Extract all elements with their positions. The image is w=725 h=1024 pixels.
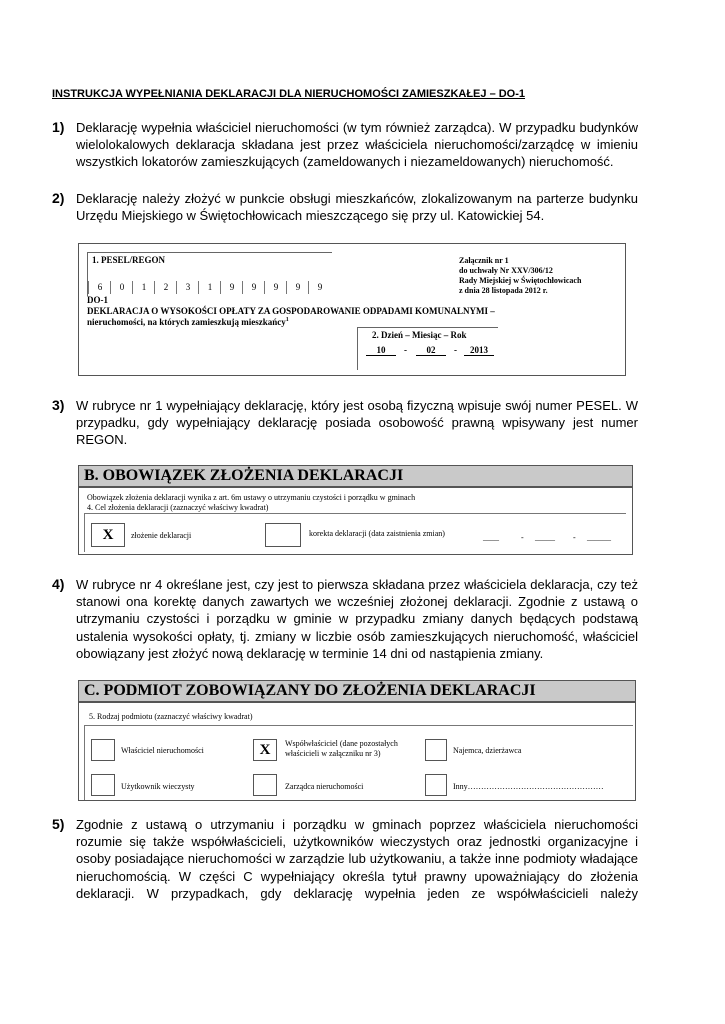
- date-year: 2013: [464, 345, 494, 356]
- coowner-checkbox[interactable]: X: [253, 739, 277, 761]
- pesel-digit: 9: [308, 281, 331, 294]
- paragraph-text: W rubryce nr 4 określane jest, czy jest to pierwsza składana przez właściciela deklaracja, czy też stanowi ona korektę danych zawartych we wcześniej złożonej deklaracji. Zgodnie z ustawą o utrzymaniu czystości i porządku w gminie w przypadku zmiany danych będących podstawą ustalenia wysokości opłaty, tj. zmiany w liczbie osób zamieszkujących nieruchomość, właściciel obowiązany jest złożyć nową deklarację w terminie 14 dni od nastąpienia zmiany.: [76, 577, 638, 661]
- paragraph-number: 3): [52, 397, 65, 413]
- paragraph-number: 2): [52, 190, 65, 206]
- coowner-label: [285, 739, 398, 759]
- option-submission-checkbox[interactable]: X: [91, 523, 125, 547]
- appendix-line: z dnia 28 listopada 2012 r.: [459, 286, 548, 295]
- pesel-digit: 0: [110, 281, 133, 294]
- form-subheading: [87, 317, 289, 327]
- section-b-excerpt: [78, 465, 633, 555]
- appendix-line: do uchwały Nr XXV/306/12: [459, 266, 553, 275]
- coowner-label-line: Współwłaściciel (dane pozostałych: [285, 739, 398, 748]
- owner-label: Właściciel nieruchomości: [121, 746, 204, 755]
- form-code: DO-1: [87, 295, 108, 305]
- date-separator: -: [521, 533, 524, 542]
- pesel-label: 1. PESEL/REGON: [92, 255, 166, 265]
- paragraph-text: W rubryce nr 1 wypełniający deklarację, który jest osobą fizyczną wpisuje swój numer PESEL. W przypadku, gdy wypełniający deklarację posiada osobowość prawną wpisywany jest numer REGON.: [76, 398, 638, 448]
- paragraph-number: 1): [52, 119, 65, 135]
- section-b-header: B. OBOWIĄZEK ZŁOŻENIA DEKLARACJI: [79, 466, 632, 486]
- appendix-note: [459, 256, 581, 296]
- date-separator: -: [404, 345, 407, 355]
- page-title: INSTRUKCJA WYPEŁNIANIA DEKLARACJI DLA NIERUCHOMOŚCI ZAMIESZKAŁEJ – DO-1: [52, 88, 526, 100]
- option-correction-checkbox[interactable]: [265, 523, 301, 547]
- pesel-digits: [88, 281, 332, 295]
- paragraph-2: [52, 190, 638, 224]
- paragraph-3: [52, 397, 638, 449]
- pesel-regon-box: [87, 252, 332, 296]
- date-separator: -: [573, 533, 576, 542]
- date-day: 10: [366, 345, 396, 356]
- paragraph-text: Deklarację wypełnia właściciel nieruchomości (w tym również zarządca). W przypadku budynków wielolokalowych deklaracja składana jest przez właściciela nieruchomości/zarządcę w imieniu wszystkich lokatorów zamieszkujących (zameldowanych i niezameldowanych) nieruchomość.: [76, 120, 638, 170]
- obligation-text: Obowiązek złożenia deklaracji wynika z art. 6m ustawy o utrzymaniu czystości i porządku w gminach: [87, 493, 416, 502]
- appendix-line: Załącznik nr 1: [459, 256, 509, 265]
- pesel-digit: 3: [176, 281, 199, 294]
- form-subheading-text: nieruchomości, na których zamieszkują mieszkańcy: [87, 317, 286, 327]
- paragraph-5: [52, 816, 638, 902]
- paragraph-1: [52, 119, 638, 171]
- footnote-mark: 1: [285, 317, 289, 323]
- divider: [79, 701, 635, 703]
- owner-checkbox[interactable]: [91, 739, 115, 761]
- section-c-header: C. PODMIOT ZOBOWIĄZANY DO ZŁOŻENIA DEKLARACJI: [79, 681, 635, 701]
- correction-date-blank: ______: [587, 533, 611, 542]
- perpetual-user-label: Użytkownik wieczysty: [121, 782, 195, 791]
- date-box: [357, 327, 498, 370]
- form-heading: DEKLARACJA O WYSOKOŚCI OPŁATY ZA GOSPODAROWANIE ODPADAMI KOMUNALNYMI –: [87, 306, 495, 316]
- other-label: Inny……………………………………………: [453, 782, 604, 791]
- divider: [79, 486, 632, 488]
- manager-label: Zarządca nieruchomości: [285, 782, 364, 791]
- purpose-label: 4. Cel złożenia deklaracji (zaznaczyć właściwy kwadrat): [87, 503, 269, 512]
- tenant-checkbox[interactable]: [425, 739, 447, 761]
- pesel-digit: 1: [132, 281, 155, 294]
- date-separator: -: [454, 345, 457, 355]
- paragraph-4: [52, 576, 638, 662]
- appendix-line: Rady Miejskiej w Świętochłowicach: [459, 276, 582, 285]
- pesel-digit: 9: [286, 281, 309, 294]
- paragraph-text: Zgodnie z ustawą o utrzymaniu i porządku w gminach poprzez właściciela nieruchomości rozumie się także współwłaścicieli, użytkowników wieczystych oraz jednostki organizacyjne i osoby posiadające nieruchomości w zarządzie lub użytkowaniu, a także inne podmioty władające nieruchomością. W części C wypełniający określa tytuł prawny upoważniający do złożenia deklaracji. W przypadkach, gdy deklarację wypełnia jeden ze współwłaścicieli należy: [76, 817, 638, 901]
- date-label: 2. Dzień – Miesiąc – Rok: [372, 330, 467, 340]
- pesel-digit: 1: [198, 281, 221, 294]
- tenant-label: Najemca, dzierżawca: [453, 746, 522, 755]
- paragraph-number: 5): [52, 816, 65, 832]
- perpetual-user-checkbox[interactable]: [91, 774, 115, 796]
- pesel-digit: 9: [242, 281, 265, 294]
- entity-type-label: 5. Rodzaj podmiotu (zaznaczyć właściwy kwadrat): [89, 712, 253, 721]
- paragraph-text: Deklarację należy złożyć w punkcie obsługi mieszkańców, zlokalizowanym na parterze budynku Urzędu Miejskiego w Świętochłowicach mieszczącego się przy ul. Katowickiej 54.: [76, 191, 638, 224]
- form-header-excerpt: [78, 243, 626, 376]
- other-checkbox[interactable]: [425, 774, 447, 796]
- coowner-label-line: właścicieli w załączniku nr 3): [285, 749, 381, 758]
- pesel-digit: 9: [220, 281, 243, 294]
- paragraph-number: 4): [52, 576, 65, 592]
- manager-checkbox[interactable]: [253, 774, 277, 796]
- correction-date-blank: _____: [535, 533, 555, 542]
- option-submission-label: złożenie deklaracji: [131, 531, 192, 540]
- section-c-excerpt: [78, 680, 636, 801]
- pesel-digit: 6: [88, 281, 111, 294]
- pesel-digit: 2: [154, 281, 177, 294]
- correction-date-blank: ____: [483, 533, 499, 542]
- date-month: 02: [416, 345, 446, 356]
- pesel-digit: 9: [264, 281, 287, 294]
- option-correction-label: korekta deklaracji (data zaistnienia zmian): [309, 529, 445, 538]
